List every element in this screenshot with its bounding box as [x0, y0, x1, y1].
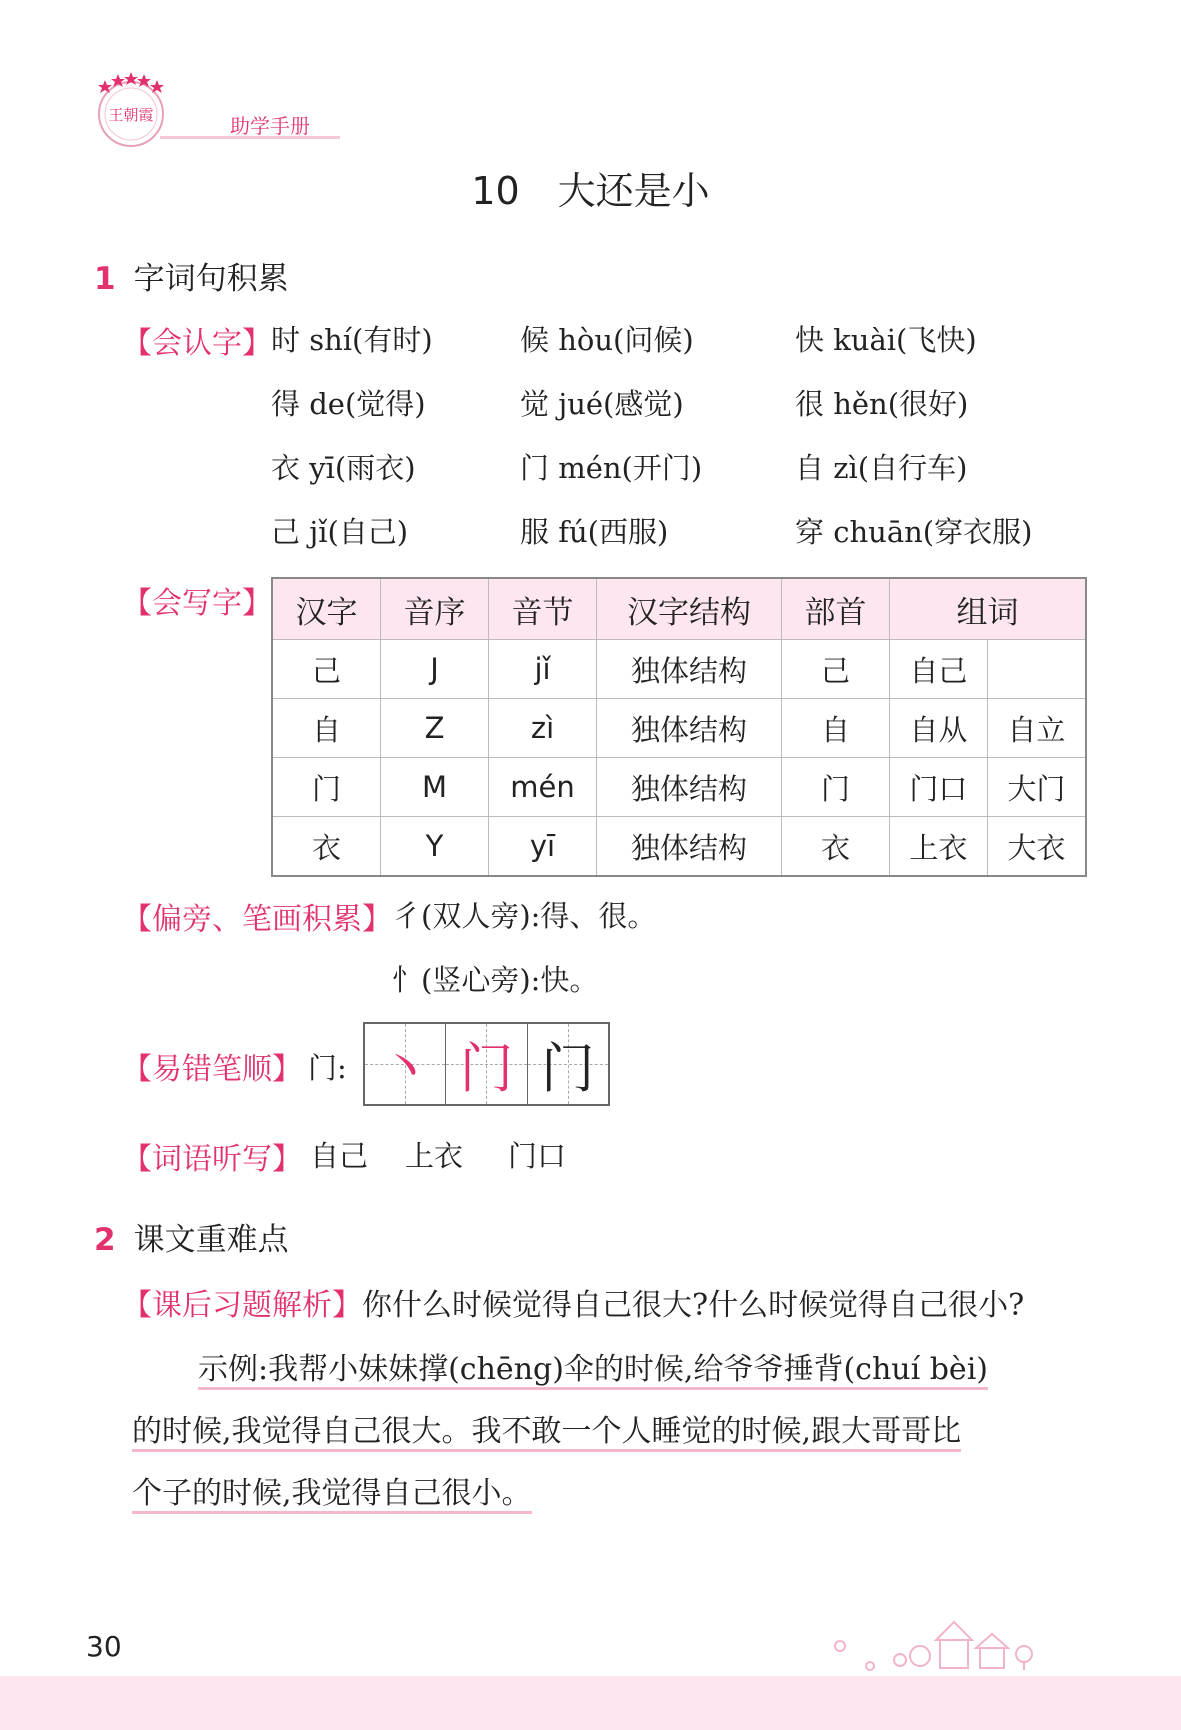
- stroke-step: 丶: [378, 1036, 433, 1100]
- section-title: 课文重难点: [133, 1222, 289, 1258]
- exercise-question: 你什么时候觉得自己很大?什么时候觉得自己很小?: [362, 1288, 1025, 1323]
- table-cell: 门口: [890, 758, 988, 817]
- answer-line: [132, 1406, 961, 1450]
- page-number: 30: [86, 1630, 122, 1663]
- table-header: 音节: [489, 578, 597, 640]
- answer-text: 示例:我帮小妹妹撑(chēng)伞的时候,给爷爷捶背(chuí bèi): [198, 1352, 988, 1390]
- lesson-name: 大还是小: [557, 169, 710, 213]
- table-cell: Y: [381, 817, 489, 877]
- table-row: [272, 699, 1086, 758]
- lesson-title: [0, 160, 1181, 215]
- table-cell: mén: [489, 758, 597, 817]
- table-header: 部首: [782, 578, 890, 640]
- stroke-cell: [365, 1024, 446, 1104]
- stroke-step: 门: [459, 1036, 514, 1100]
- answer-text: 的时候,我觉得自己很大。我不敢一个人睡觉的时候,跟大哥哥比: [132, 1414, 961, 1452]
- table-cell: 大门: [987, 758, 1086, 817]
- dictation-word: 门口: [508, 1139, 567, 1173]
- table-cell: J: [381, 640, 489, 699]
- table-header: 汉字: [272, 578, 381, 640]
- table-cell: 衣: [272, 817, 381, 877]
- table-cell: 自: [782, 699, 890, 758]
- dictation-word: 上衣: [405, 1139, 464, 1173]
- radical-line: 彳(双人旁):得、很。: [392, 899, 657, 933]
- table-cell: 独体结构: [597, 640, 782, 699]
- recognize-item: 穿 chuān(穿衣服): [795, 515, 1033, 549]
- recognize-item: 得 de(觉得): [271, 387, 426, 421]
- recognize-item: 己 jǐ(自己): [271, 515, 409, 549]
- table-cell: 独体结构: [597, 758, 782, 817]
- answer-line: [198, 1344, 988, 1388]
- lesson-number: 10: [471, 169, 520, 213]
- recognize-item: 快 kuài(飞快): [795, 323, 977, 357]
- table-row: [272, 640, 1086, 699]
- svg-text:王朝霞: 王朝霞: [108, 106, 154, 124]
- stroke-order-grid: [363, 1022, 610, 1106]
- recognize-item: 觉 jué(感觉): [520, 387, 684, 421]
- table-header: 组词: [890, 578, 1087, 640]
- write-tag: 【会写字】: [122, 586, 272, 621]
- table-cell: 自从: [890, 699, 988, 758]
- radicals-tag: 【偏旁、笔画积累】: [122, 902, 392, 937]
- exercise-tag: 【课后习题解析】: [122, 1288, 362, 1323]
- dictation-word: 自己: [310, 1139, 369, 1173]
- table-cell: 己: [782, 640, 890, 699]
- answer-text: 个子的时候,我觉得自己很小。: [132, 1476, 532, 1514]
- table-cell: Z: [381, 699, 489, 758]
- table-cell: 大衣: [987, 817, 1086, 877]
- footer-band: [0, 1676, 1181, 1730]
- recognize-item: 服 fú(西服): [520, 515, 669, 549]
- recognize-item: 衣 yī(雨衣): [271, 451, 416, 485]
- answer-line: [132, 1468, 532, 1512]
- section-title: 字词句积累: [133, 261, 289, 297]
- table-cell: 门: [782, 758, 890, 817]
- stroke-order-char: 门:: [308, 1051, 347, 1085]
- table-cell: 己: [272, 640, 381, 699]
- table-cell: 上衣: [890, 817, 988, 877]
- recognize-item: 时 shí(有时): [271, 323, 433, 357]
- recognize-tag: 【会认字】: [122, 326, 272, 361]
- table-cell: yī: [489, 817, 597, 877]
- recognize-item: 候 hòu(问候): [520, 323, 694, 357]
- stroke-order-tag: 【易错笔顺】: [122, 1052, 302, 1087]
- table-cell: [987, 640, 1086, 699]
- section-index: 2: [94, 1222, 116, 1258]
- dictation-tag: 【词语听写】: [122, 1142, 302, 1177]
- recognize-item: 自 zì(自行车): [795, 451, 968, 485]
- table-cell: 自: [272, 699, 381, 758]
- stroke-cell: [528, 1024, 608, 1104]
- write-table: [271, 577, 1087, 877]
- table-header: 音序: [381, 578, 489, 640]
- section-index: 1: [94, 261, 116, 297]
- table-cell: 衣: [782, 817, 890, 877]
- table-cell: jǐ: [489, 640, 597, 699]
- radical-line: 忄(竖心旁):快。: [392, 963, 599, 997]
- table-cell: 自立: [987, 699, 1086, 758]
- table-header-row: [272, 578, 1086, 640]
- recognize-item: 门 mén(开门): [520, 451, 703, 485]
- book-name: 助学手册: [230, 114, 310, 138]
- table-header: 汉字结构: [597, 578, 782, 640]
- section-1-heading: [94, 253, 289, 298]
- table-cell: 门: [272, 758, 381, 817]
- table-cell: M: [381, 758, 489, 817]
- section-2-heading: [94, 1214, 289, 1259]
- table-row: [272, 758, 1086, 817]
- table-cell: 独体结构: [597, 699, 782, 758]
- footer-decoration: [800, 1610, 1080, 1680]
- table-cell: zì: [489, 699, 597, 758]
- stroke-cell: [446, 1024, 527, 1104]
- stroke-step: 门: [540, 1036, 595, 1100]
- table-cell: 自己: [890, 640, 988, 699]
- table-cell: 独体结构: [597, 817, 782, 877]
- table-row: [272, 817, 1086, 877]
- recognize-item: 很 hěn(很好): [795, 387, 969, 421]
